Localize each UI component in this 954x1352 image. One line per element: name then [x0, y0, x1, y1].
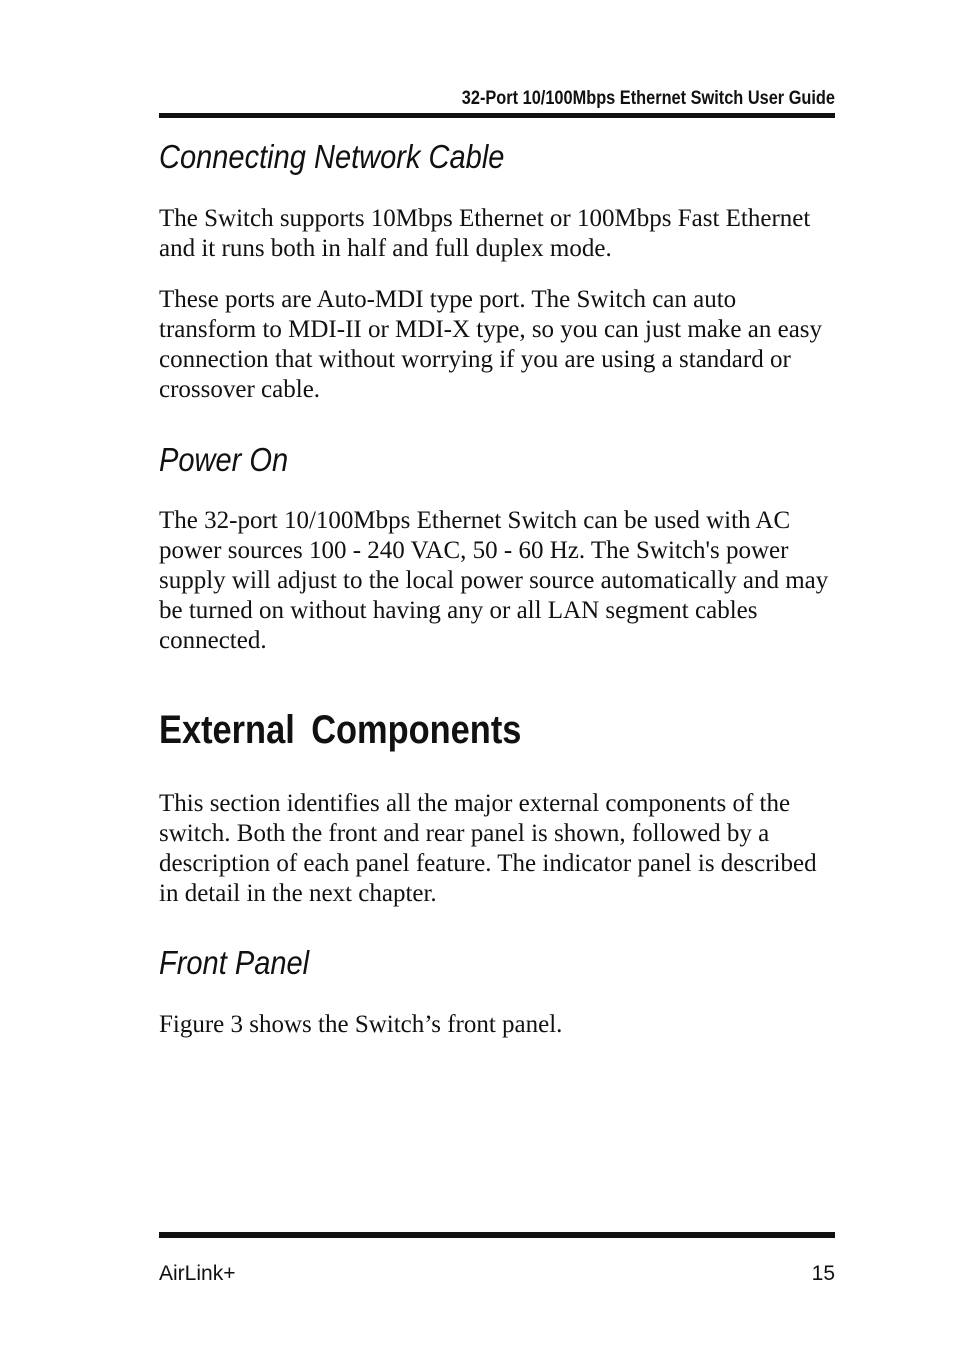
footer-rule	[159, 1232, 835, 1238]
paragraph-connecting-2: These ports are Auto-MDI type port. The Switch can auto transform to MDI-II or MDI-X type, so you can just make an easy connection that without worrying if you are using a standard or crossover cable.	[159, 286, 823, 403]
paragraph-connecting-1: The Switch supports 10Mbps Ethernet or 100Mbps Fast Ethernet and it runs both in half and full duplex mode.	[159, 205, 811, 262]
paragraph-front-panel: Figure 3 shows the Switch’s front panel.	[159, 1011, 563, 1038]
page-number: 15	[811, 1262, 835, 1285]
paragraph-power-on: The 32-port 10/100Mbps Ethernet Switch can be used with AC power sources 100 - 240 VAC, 50 - 60 Hz. The Switch's power supply will adjust to the local power source automatically and may be turned on without having any or all LAN segment cables connected.	[159, 507, 829, 654]
running-header: 32-Port 10/100Mbps Ethernet Switch User Guide	[461, 88, 835, 109]
heading-external-components: External Components	[159, 708, 522, 752]
heading-power-on: Power On	[159, 441, 289, 478]
heading-front-panel: Front Panel	[159, 944, 310, 981]
paragraph-external-components: This section identifies all the major external components of the switch. Both the front and rear panel is shown, followed by a description of each panel feature. The indicator panel is described in detail in the next chapter.	[159, 790, 817, 907]
header-rule	[159, 113, 835, 118]
footer-brand: AirLink+	[159, 1262, 236, 1285]
heading-connecting-network-cable: Connecting Network Cable	[159, 138, 505, 175]
